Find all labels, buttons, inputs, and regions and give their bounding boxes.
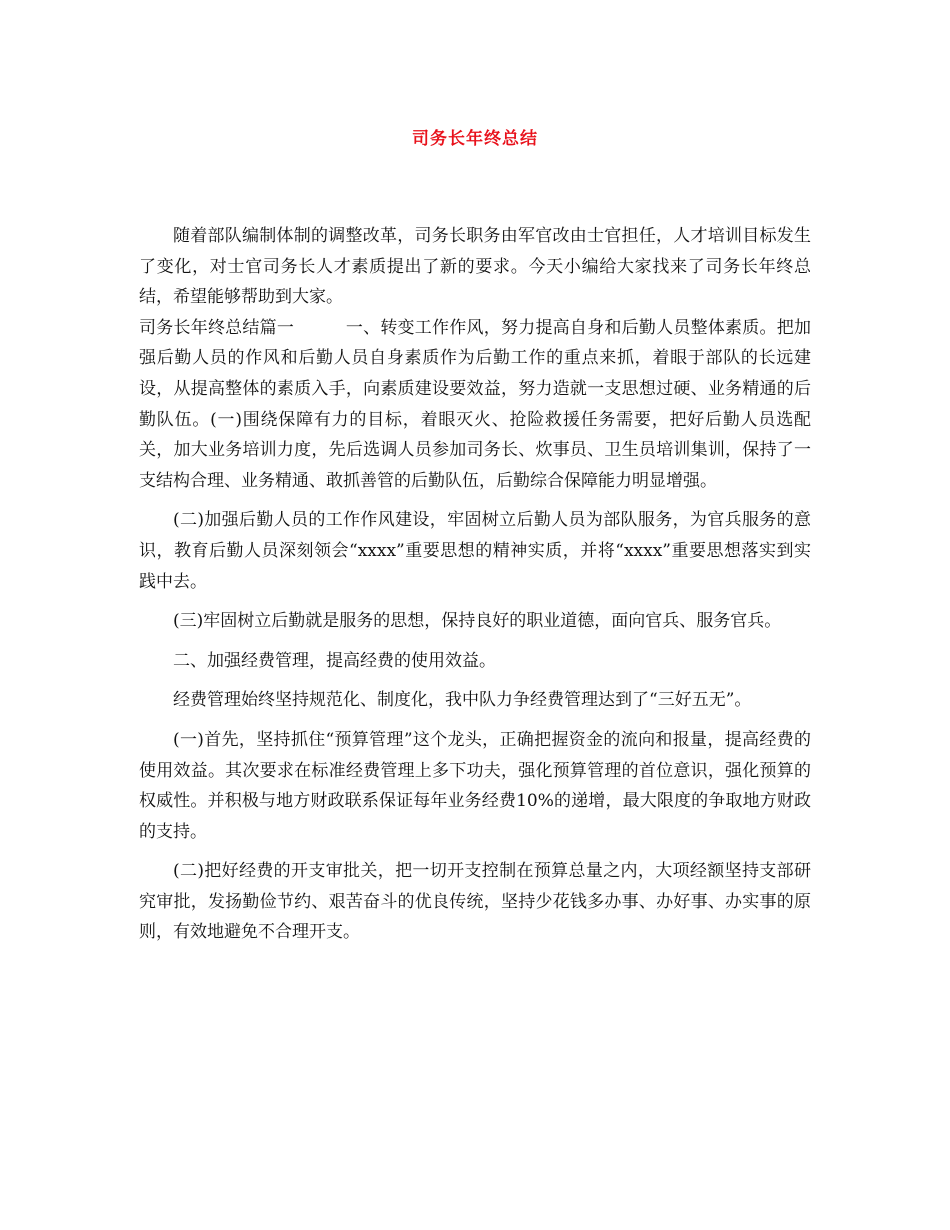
intro-paragraph: 随着部队编制体制的调整改革，司务长职务由军官改由士官担任，人才培训目标发生了变化，对士官司务长人才素质提出了新的要求。今天小编给大家找来了司务长年终总结，希望能够帮助到大家。: [139, 226, 811, 308]
funding-intro-paragraph: 经费管理始终坚持规范化、制度化，我中队力争经费管理达到了“三好五无”。: [173, 690, 752, 711]
document-body: [139, 221, 811, 948]
item-two-paragraph: (二)加强后勤人员的工作作风建设，牢固树立后勤人员为部队服务，为官兵服务的意识，教育后勤人员深刻领会“xxxx”重要思想的精神实质，并将“xxxx”重要思想落实到实践中去。: [139, 510, 811, 592]
section-two-heading: 二、加强经费管理，提高经费的使用效益。: [173, 650, 496, 671]
funding-item-two-paragraph: (二)把好经费的开支审批关，把一切开支控制在预算总量之内，大项经额坚持支部研究审批，发扬勤俭节约、艰苦奋斗的优良传统，坚持少花钱多办事、办好事、办实事的原则，有效地避免不合理开支。: [139, 861, 811, 943]
item-three-paragraph: (三)牢固树立后勤就是服务的思想，保持良好的职业道德，面向官兵、服务官兵。: [173, 611, 782, 632]
funding-item-one-paragraph: (一)首先，坚持抓住“预算管理”这个龙头，正确把握资金的流向和报量，提高经费的使用效益。其次要求在标准经费管理上多下功夫，强化预算管理的首位意识，强化预算的权威性。并积极与地方财政联系保证每年业务经费10%的递增，最大限度的争取地方财政的支持。: [139, 729, 811, 842]
section-one-paragraph: 司务长年终总结篇一 一、转变工作作风，努力提高自身和后勤人员整体素质。把加强后勤人员的作风和后勤人员自身素质作为后勤工作的重点来抓，着眼于部队的长远建设，从提高整体的素质入手，向素质建设要效益，努力造就一支思想过硬、业务精通的后勤队伍。(一)围绕保障有力的目标，着眼灭火、抢险救援任务需要，把好后勤人员选配关，加大业务培训力度，先后选调人员参加司务长、炊事员、卫生员培训集训，保持了一支结构合理、业务精通、敢抓善管的后勤队伍，后勤综合保障能力明显增强。: [139, 317, 811, 491]
document-title: 司务长年终总结: [412, 129, 538, 149]
